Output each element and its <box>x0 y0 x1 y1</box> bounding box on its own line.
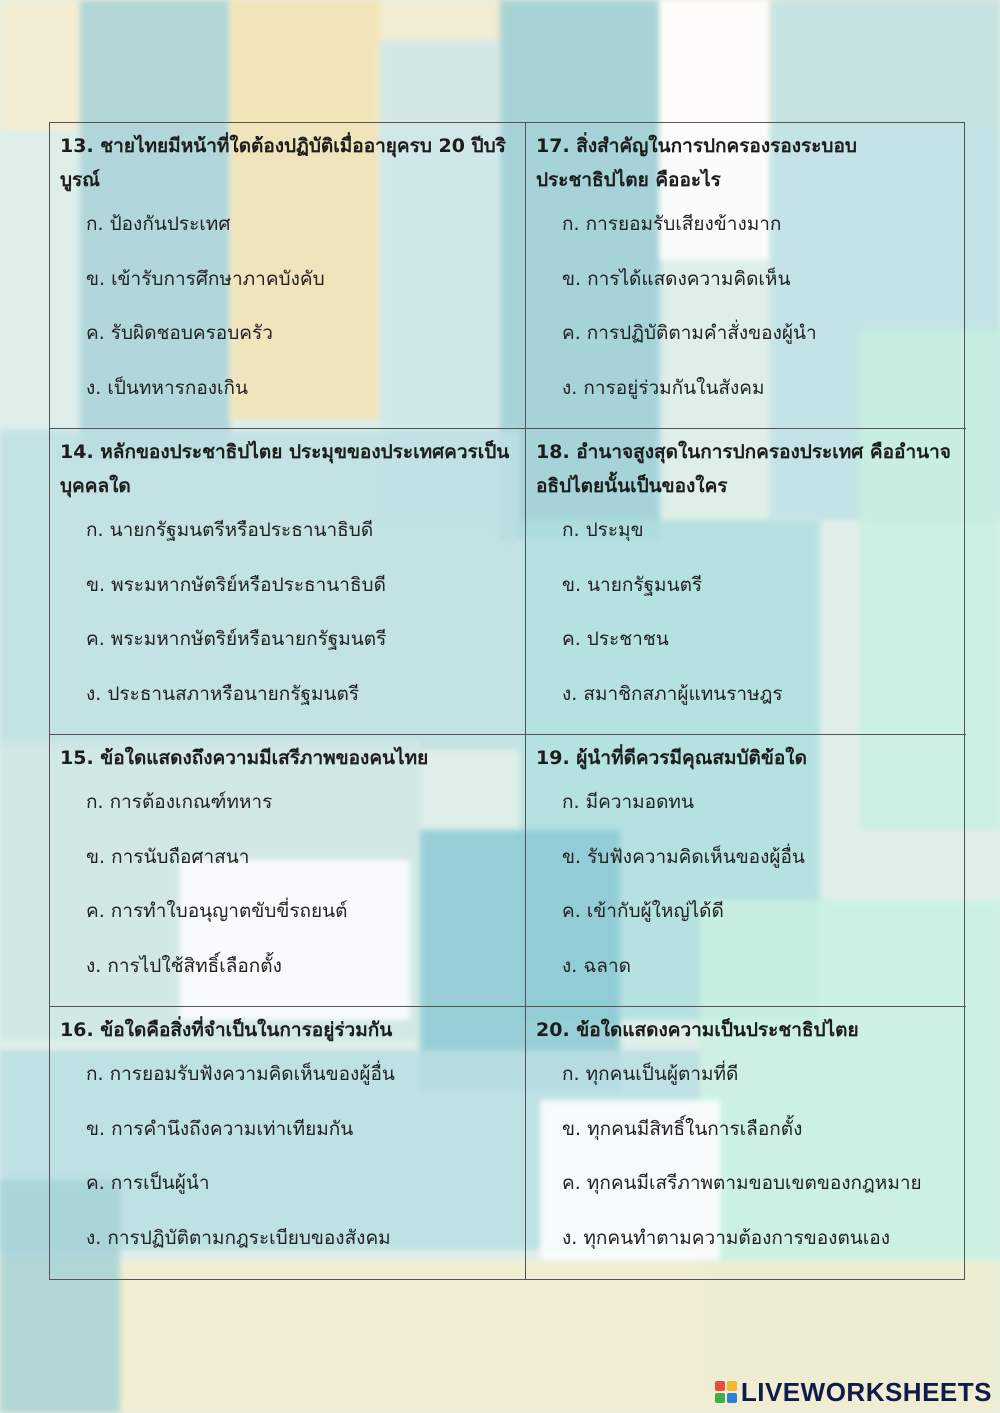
liveworksheets-logo[interactable] <box>715 1377 992 1407</box>
option-a[interactable]: ก. ประมุข <box>562 519 644 541</box>
question-text: 20. ข้อใดแสดงความเป็นประชาธิปไตย <box>536 1019 859 1041</box>
question-text: 17. สิ่งสำคัญในการปกครองรองระบอบประชาธิปไตย คืออะไร <box>536 135 857 191</box>
liveworksheets-logo-icon <box>715 1381 737 1403</box>
option-b[interactable]: ข. นายกรัฐมนตรี <box>562 573 703 596</box>
option-a[interactable]: ก. การยอมรับเสียงข้างมาก <box>562 213 782 235</box>
option-d[interactable]: ง. สมาชิกสภาผู้แทนราษฎร <box>562 682 783 705</box>
option-a[interactable]: ก. การยอมรับฟังความคิดเห็นของผู้อื่น <box>86 1063 395 1085</box>
option-a[interactable]: ก. มีความอดทน <box>562 791 694 813</box>
option-c[interactable]: ค. ทุกคนมีเสรีภาพตามขอบเขตของกฎหมาย <box>562 1172 922 1194</box>
option-c[interactable]: ค. การปฏิบัติตามคำสั่งของผู้นำ <box>562 322 817 344</box>
question-20 <box>526 1007 966 1279</box>
question-16 <box>50 1007 526 1279</box>
option-b[interactable]: ข. รับฟังความคิดเห็นของผู้อื่น <box>562 845 805 868</box>
brand-name: LIVEWORKSHEETS <box>740 1376 992 1407</box>
option-d[interactable]: ง. การอยู่ร่วมกันในสังคม <box>562 376 765 399</box>
question-text: 19. ผู้นำที่ดีควรมีคุณสมบัติข้อใด <box>536 747 807 769</box>
option-c[interactable]: ค. รับผิดชอบครอบครัว <box>86 322 273 344</box>
option-b[interactable]: ข. การได้แสดงความคิดเห็น <box>562 267 791 290</box>
question-text: 18. อำนาจสูงสุดในการปกครองประเทศ คืออำนาจอธิปไตยนั้นเป็นของใคร <box>536 441 951 497</box>
option-a[interactable]: ก. ป้องกันประเทศ <box>86 213 231 235</box>
question-text: 15. ข้อใดแสดงถึงความมีเสรีภาพของคนไทย <box>60 747 429 769</box>
option-c[interactable]: ค. พระมหากษัตริย์หรือนายกรัฐมนตรี <box>86 628 387 650</box>
option-d[interactable]: ง. การปฏิบัติตามกฎระเบียบของสังคม <box>86 1226 391 1249</box>
option-d[interactable]: ง. เป็นทหารกองเกิน <box>86 376 249 399</box>
option-c[interactable]: ค. การเป็นผู้นำ <box>86 1172 210 1194</box>
option-b[interactable]: ข. การนับถือศาสนา <box>86 845 250 868</box>
question-text: 14. หลักของประชาธิปไตย ประมุขของประเทศควรเป็นบุคคลใด <box>60 441 510 497</box>
question-14 <box>50 429 526 735</box>
question-text: 13. ชายไทยมีหน้าที่ใดต้องปฏิบัติเมื่ออายุครบ 20 ปีบริบูรณ์ <box>60 135 506 191</box>
question-15 <box>50 735 526 1007</box>
option-a[interactable]: ก. นายกรัฐมนตรีหรือประธานาธิบดี <box>86 519 374 541</box>
question-17 <box>526 123 966 429</box>
option-b[interactable]: ข. ทุกคนมีสิทธิ์ในการเลือกตั้ง <box>562 1117 803 1140</box>
question-table <box>49 122 965 1280</box>
option-c[interactable]: ค. เข้ากับผู้ใหญ่ได้ดี <box>562 900 724 922</box>
option-d[interactable]: ง. ทุกคนทำตามความต้องการของตนเอง <box>562 1226 890 1249</box>
option-b[interactable]: ข. การคำนึงถึงความเท่าเทียมกัน <box>86 1117 354 1140</box>
option-d[interactable]: ง. การไปใช้สิทธิ์เลือกตั้ง <box>86 954 282 977</box>
option-a[interactable]: ก. ทุกคนเป็นผู้ตามที่ดี <box>562 1063 739 1085</box>
option-d[interactable]: ง. ฉลาด <box>562 954 631 977</box>
option-b[interactable]: ข. เข้ารับการศึกษาภาคบังคับ <box>86 267 325 290</box>
option-b[interactable]: ข. พระมหากษัตริย์หรือประธานาธิบดี <box>86 573 386 596</box>
option-c[interactable]: ค. ประชาชน <box>562 628 669 650</box>
question-13 <box>50 123 526 429</box>
question-18 <box>526 429 966 735</box>
option-c[interactable]: ค. การทำใบอนุญาตขับขี่รถยนต์ <box>86 900 348 922</box>
question-19 <box>526 735 966 1007</box>
option-a[interactable]: ก. การต้องเกณฑ์ทหาร <box>86 791 273 813</box>
question-text: 16. ข้อใดคือสิ่งที่จำเป็นในการอยู่ร่วมกัน <box>60 1019 393 1041</box>
option-d[interactable]: ง. ประธานสภาหรือนายกรัฐมนตรี <box>86 682 360 705</box>
